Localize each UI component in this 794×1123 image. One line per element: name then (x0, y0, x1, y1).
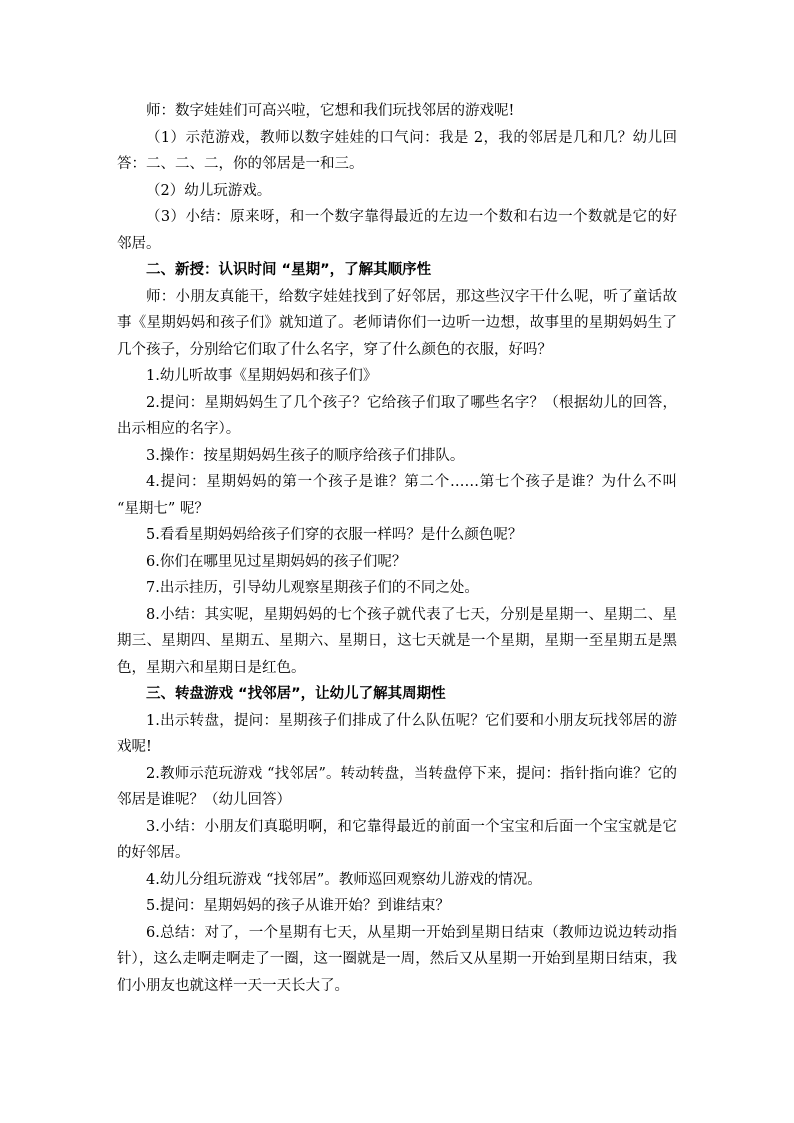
paragraph: 3.操作：按星期妈妈生孩子的顺序给孩子们排队。 (146, 447, 465, 464)
paragraph: （2）幼儿玩游戏。 (146, 182, 272, 199)
paragraph: 师：数字娃娃们可高兴啦，它想和我们玩找邻居的游戏呢! (146, 103, 515, 119)
paragraph: 6.你们在哪里见过星期妈妈的孩子们呢？ (146, 553, 407, 570)
paragraph: 4.幼儿分组玩游戏 “找邻居”。教师巡回观察幼儿游戏的情况。 (146, 871, 542, 888)
paragraph: 5.看看星期妈妈给孩子们穿的衣服一样吗？是什么颜色呢？ (146, 527, 523, 543)
paragraph: （3）小结：原来呀，和一个数字靠得最近的左边一个数和右边一个数就是它的好邻居。 (117, 209, 677, 252)
paragraph: 1.幼儿听故事《星期妈妈和孩子们》 (146, 368, 378, 384)
section-heading: 二、新授：认识时间 “星期”，了解其顺序性 (146, 262, 432, 278)
section-heading: 三、转盘游戏 “找邻居”，让幼儿了解其周期性 (146, 686, 446, 702)
paragraph: 1.出示转盘，提问：星期孩子们排成了什么队伍呢？它们要和小朋友玩找邻居的游戏呢! (117, 712, 677, 755)
paragraph: 7.出示挂历，引导幼儿观察星期孩子们的不同之处。 (146, 580, 479, 596)
paragraph: 师：小朋友真能干，给数字娃娃找到了好邻居，那这些汉字干什么呢，听了童话故事《星期妈妈和孩子们》就知道了。老师请你们一边听一边想，故事里的星期妈妈生了几个孩子，分别给它们取了什么名字，穿了什么颜色的衣服，好吗？ (117, 288, 677, 358)
paragraph: （1）示范游戏，教师以数字娃娃的口气问：我是 2，我的邻居是几和几？幼儿回答：二、二、二，你的邻居是一和三。 (117, 129, 677, 172)
paragraph: 2.教师示范玩游戏 “找邻居”。转动转盘，当转盘停下来，提问：指针指向谁？它的邻居是谁呢？（幼儿回答） (117, 765, 677, 808)
paragraph: 3.小结：小朋友们真聪明啊，和它靠得最近的前面一个宝宝和后面一个宝宝就是它的好邻居。 (117, 818, 677, 861)
paragraph: 4.提问：星期妈妈的第一个孩子是谁？第二个……第七个孩子是谁？为什么不叫 “星期七” 呢？ (117, 474, 677, 517)
paragraph: 6.总结：对了，一个星期有七天，从星期一开始到星期日结束（教师边说边转动指针），这么走啊走啊走了一圈，这一圈就是一周，然后又从星期一开始到星期日结束，我们小朋友也就这样一天一天长大了。 (117, 924, 677, 994)
paragraph: 2.提问：星期妈妈生了几个孩子？它给孩子们取了哪些名字？（根据幼儿的回答，出示相应的名字）。 (117, 394, 677, 437)
document-body (117, 98, 677, 999)
paragraph: 8.小结：其实呢，星期妈妈的七个孩子就代表了七天，分别是星期一、星期二、星期三、星期四、星期五、星期六、星期日，这七天就是一个星期，星期一至星期五是黑色，星期六和星期日是红色。 (117, 606, 677, 676)
paragraph: 5.提问：星期妈妈的孩子从谁开始？到谁结束？ (146, 898, 450, 914)
